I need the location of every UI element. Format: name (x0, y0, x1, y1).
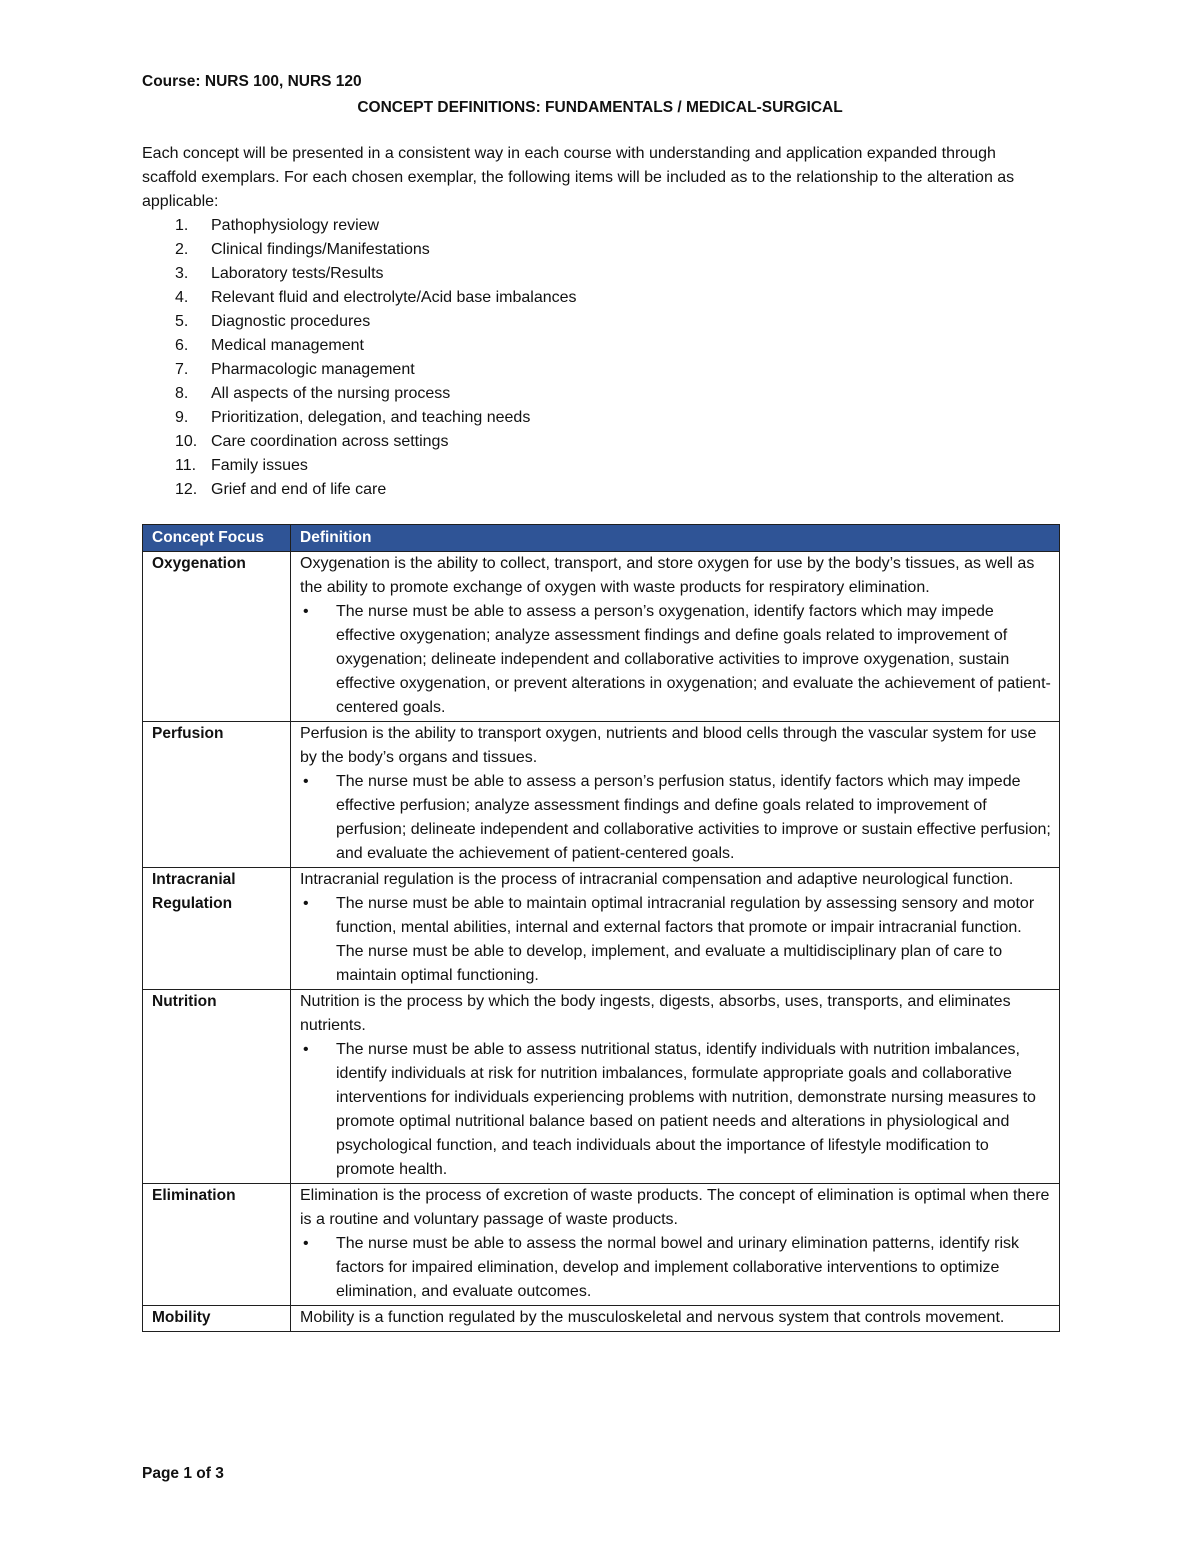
list-item-text: Pharmacologic management (211, 361, 415, 378)
list-item-number: 8. (175, 385, 189, 402)
nurse-responsibility-list (300, 770, 1051, 866)
bullet-icon: • (303, 603, 309, 620)
table-row (143, 722, 1060, 868)
concept-focus-cell: Oxygenation (143, 552, 291, 722)
concept-focus-cell: Nutrition (143, 990, 291, 1184)
list-item-number: 9. (175, 409, 189, 426)
definition-text: Oxygenation is the ability to collect, transport, and store oxygen for use by the body’s tissues, as well as the ability to promote exchange of oxygen with waste products for respiratory elimination. (300, 555, 1035, 596)
list-item-number: 11. (175, 457, 197, 474)
list-item (142, 214, 1042, 238)
bullet-icon: • (303, 1235, 309, 1252)
list-item-text: Grief and end of life care (211, 481, 387, 498)
definition-text: Perfusion is the ability to transport oxygen, nutrients and blood cells through the vascular system for use by the body’s organs and tissues. (300, 725, 1037, 766)
list-item-text: Family issues (211, 457, 308, 474)
bullet-icon: • (303, 773, 309, 790)
nurse-responsibility-list (300, 892, 1051, 988)
list-item-text: Relevant fluid and electrolyte/Acid base imbalances (211, 289, 577, 306)
table-row (143, 552, 1060, 722)
definition-cell (291, 552, 1060, 722)
nurse-responsibility-text: The nurse must be able to assess the normal bowel and urinary elimination patterns, identify risk factors for impaired elimination, develop and implement collaborative interventions to optimize elimination, and evaluate outcomes. (336, 1235, 1020, 1300)
list-item-text: Diagnostic procedures (211, 313, 371, 330)
nurse-responsibility-list (300, 1232, 1051, 1304)
definition-text: Intracranial regulation is the process of intracranial compensation and adaptive neurological function. (300, 871, 1014, 888)
nurse-responsibility-text: The nurse must be able to assess a person’s oxygenation, identify factors which may impede effective oxygenation; analyze assessment findings and define goals related to improvement of oxygenation; delineate independent and collaborative activities to improve oxygenation, sustain effective oxygenation, or prevent alterations in oxygenation; and evaluate the achievement of patient-centered goals. (336, 603, 1051, 716)
document-title: CONCEPT DEFINITIONS: FUNDAMENTALS / MEDICAL-SURGICAL (357, 99, 843, 116)
list-item-number: 10. (175, 433, 198, 450)
header-definition: Definition (291, 525, 1060, 552)
intro-paragraph: Each concept will be presented in a consistent way in each course with understanding and application expanded through scaffold exemplars. For each chosen exemplar, the following items will be included as to the relationship to the alteration as applicable: (142, 145, 1015, 210)
bullet-icon: • (303, 1041, 309, 1058)
table-header-row (143, 525, 1060, 552)
list-item-text: Clinical findings/Manifestations (211, 241, 430, 258)
nurse-responsibility-text: The nurse must be able to assess a person’s perfusion status, identify factors which may impede effective perfusion; analyze assessment findings and define goals related to improvement of perfusion; delineate independent and collaborative activities to improve or sustain effective perfusion; and evaluate the achievement of patient-centered goals. (336, 773, 1051, 862)
list-item (142, 358, 1042, 382)
definition-cell (291, 1184, 1060, 1306)
list-item (142, 478, 1042, 502)
nurse-responsibility-item (300, 1232, 1051, 1304)
table-row (143, 1184, 1060, 1306)
concept-focus-cell: Elimination (143, 1184, 291, 1306)
nurse-responsibility-list (300, 1038, 1051, 1182)
definition-cell (291, 722, 1060, 868)
list-item (142, 286, 1042, 310)
page-number: Page 1 of 3 (142, 1465, 224, 1482)
header-concept-focus: Concept Focus (143, 525, 291, 552)
list-item-text: All aspects of the nursing process (211, 385, 451, 402)
table-row (143, 1306, 1060, 1332)
definition-text: Nutrition is the process by which the body ingests, digests, absorbs, uses, transports, and eliminates nutrients. (300, 993, 1011, 1034)
list-item-number: 6. (175, 337, 189, 354)
list-item (142, 382, 1042, 406)
concept-definitions-table (142, 524, 1060, 1332)
definition-cell (291, 1306, 1060, 1332)
definition-cell (291, 990, 1060, 1184)
list-item-number: 4. (175, 289, 189, 306)
list-item (142, 238, 1042, 262)
concept-focus-cell: Perfusion (143, 722, 291, 868)
list-item-text: Pathophysiology review (211, 217, 380, 234)
list-item-number: 1. (175, 217, 189, 234)
course-label: Course: NURS 100, NURS 120 (142, 73, 362, 90)
list-item (142, 430, 1042, 454)
bullet-icon: • (303, 895, 309, 912)
nurse-responsibility-text: The nurse must be able to maintain optimal intracranial regulation by assessing sensory and motor function, mental abilities, internal and external factors that promote or impair intracranial function. The nurse must be able to develop, implement, and evaluate a multidisciplinary plan of care to maintain optimal functioning. (336, 895, 1035, 984)
nurse-responsibility-text: The nurse must be able to assess nutritional status, identify individuals with nutrition imbalances, identify individuals at risk for nutrition imbalances, formulate appropriate goals and collaborative interventions for individuals experiencing problems with nutrition, demonstrate nursing measures to promote optimal nutritional balance based on patient needs and alterations in physiological and psychological function, and teach individuals about the importance of lifestyle modification to promote health. (336, 1041, 1036, 1178)
list-item-text: Medical management (211, 337, 364, 354)
list-item (142, 406, 1042, 430)
nurse-responsibility-item (300, 892, 1051, 988)
list-item-text: Care coordination across settings (211, 433, 449, 450)
nurse-responsibility-item (300, 1038, 1051, 1182)
list-item (142, 262, 1042, 286)
nurse-responsibility-list (300, 600, 1051, 720)
nurse-responsibility-item (300, 770, 1051, 866)
list-item-number: 7. (175, 361, 189, 378)
list-item-text: Prioritization, delegation, and teaching needs (211, 409, 531, 426)
list-item-number: 5. (175, 313, 189, 330)
list-item (142, 334, 1042, 358)
table-row (143, 990, 1060, 1184)
definition-text: Mobility is a function regulated by the musculoskeletal and nervous system that controls movement. (300, 1309, 1005, 1326)
list-item-number: 2. (175, 241, 189, 258)
list-item (142, 310, 1042, 334)
list-item-text: Laboratory tests/Results (211, 265, 384, 282)
included-items-list (142, 214, 1042, 502)
table-row (143, 868, 1060, 990)
concept-focus-cell: Intracranial Regulation (143, 868, 291, 990)
list-item (142, 454, 1042, 478)
list-item-number: 3. (175, 265, 189, 282)
nurse-responsibility-item (300, 600, 1051, 720)
concept-focus-cell: Mobility (143, 1306, 291, 1332)
definition-cell (291, 868, 1060, 990)
list-item-number: 12. (175, 481, 198, 498)
definition-text: Elimination is the process of excretion of waste products. The concept of elimination is optimal when there is a routine and voluntary passage of waste products. (300, 1187, 1050, 1228)
